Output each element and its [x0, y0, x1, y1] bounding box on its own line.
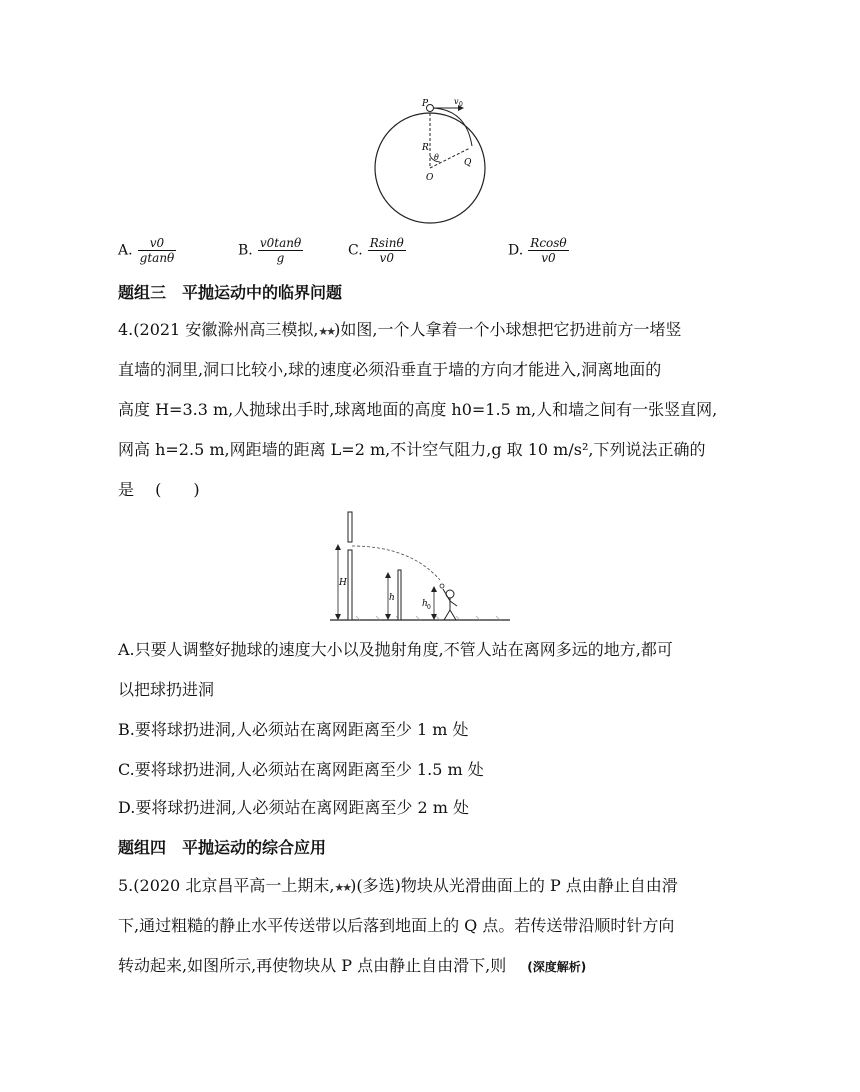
label-H: H	[339, 578, 347, 588]
option-b[interactable]: B. $\frac{v0\tan\theta}{g}$	[238, 236, 302, 265]
wall-net-figure	[330, 510, 520, 622]
q4-option-d[interactable]: D.要将球扔进洞,人必须站在离网距离至少 2 m 处	[118, 798, 470, 817]
label-v0: v	[454, 97, 459, 106]
label-R: R	[422, 143, 429, 153]
label-Q: Q	[464, 158, 472, 168]
label-P: P	[422, 99, 429, 109]
q5-line3: 转动起来,如图所示,再使物块从 P 点由静止自由滑下,则 (深度解析)	[118, 956, 587, 975]
option-a[interactable]: A. $\frac{v0}{gtan\theta}$	[118, 236, 175, 265]
q4-option-c[interactable]: C.要将球扔进洞,人必须站在离网距离至少 1.5 m 处	[118, 760, 484, 779]
q4-line2: 直墙的洞里,洞口比较小,球的速度必须沿垂直于墙的方向才能进入,洞离地面的	[118, 360, 662, 379]
q4-line1: 4.(2021 安徽滁州高三模拟,★★)如图,一个人拿着一个小球想把它扔进前方一堵竖	[118, 320, 682, 339]
label-h: h	[389, 593, 395, 603]
fraction: $\frac{v0}{gtan\theta}$	[139, 236, 175, 265]
difficulty-stars-icon: ★★	[318, 325, 335, 338]
q5-line2: 下,通过粗糙的静止水平传送带以后落到地面上的 Q 点。若传送带沿顺时针方向	[118, 916, 675, 935]
deep-analysis-tag: (深度解析)	[527, 960, 587, 974]
fraction: $\frac{Rcos\theta}{v0}$	[530, 236, 567, 265]
section-title-group4: 题组四 平抛运动的综合应用	[118, 838, 327, 857]
circle-projectile-figure	[370, 92, 500, 228]
option-d[interactable]: D. $\frac{Rcos\theta}{v0}$	[508, 236, 567, 265]
fraction: $\frac{Rsin\theta}{v0}$	[369, 236, 404, 265]
label-h0-sub: 0	[427, 604, 431, 611]
q4-option-a-line1[interactable]: A.只要人调整好抛球的速度大小以及抛射角度,不管人站在离网多远的地方,都可	[118, 640, 673, 659]
q4-line4: 网高 h=2.5 m,网距墙的距离 L=2 m,不计空气阻力,g 取 10 m/s²,下列说法正确的	[118, 440, 706, 459]
section-title-group3: 题组三 平抛运动中的临界问题	[118, 283, 343, 302]
option-c[interactable]: C. $\frac{Rsin\theta}{v0}$	[348, 236, 404, 265]
label-h0: h	[422, 599, 428, 609]
q4-line5: 是 ( )	[118, 480, 200, 499]
q4-option-a-line2[interactable]: 以把球扔进洞	[118, 680, 215, 699]
fraction: $\frac{v0\tan\theta}{g}$	[259, 236, 302, 265]
q4-option-b[interactable]: B.要将球扔进洞,人必须站在离网距离至少 1 m 处	[118, 720, 469, 739]
label-v0-sub: 0	[459, 101, 463, 108]
difficulty-stars-icon: ★★	[334, 881, 351, 894]
label-theta: θ	[434, 153, 439, 162]
q5-line1: 5.(2020 北京昌平高一上期末,★★)(多选)物块从光滑曲面上的 P 点由静止自由滑	[118, 876, 678, 895]
label-O: O	[426, 173, 434, 183]
q4-line3: 高度 H=3.3 m,人抛球出手时,球离地面的高度 h0=1.5 m,人和墙之间有一张竖直网,	[118, 400, 718, 419]
